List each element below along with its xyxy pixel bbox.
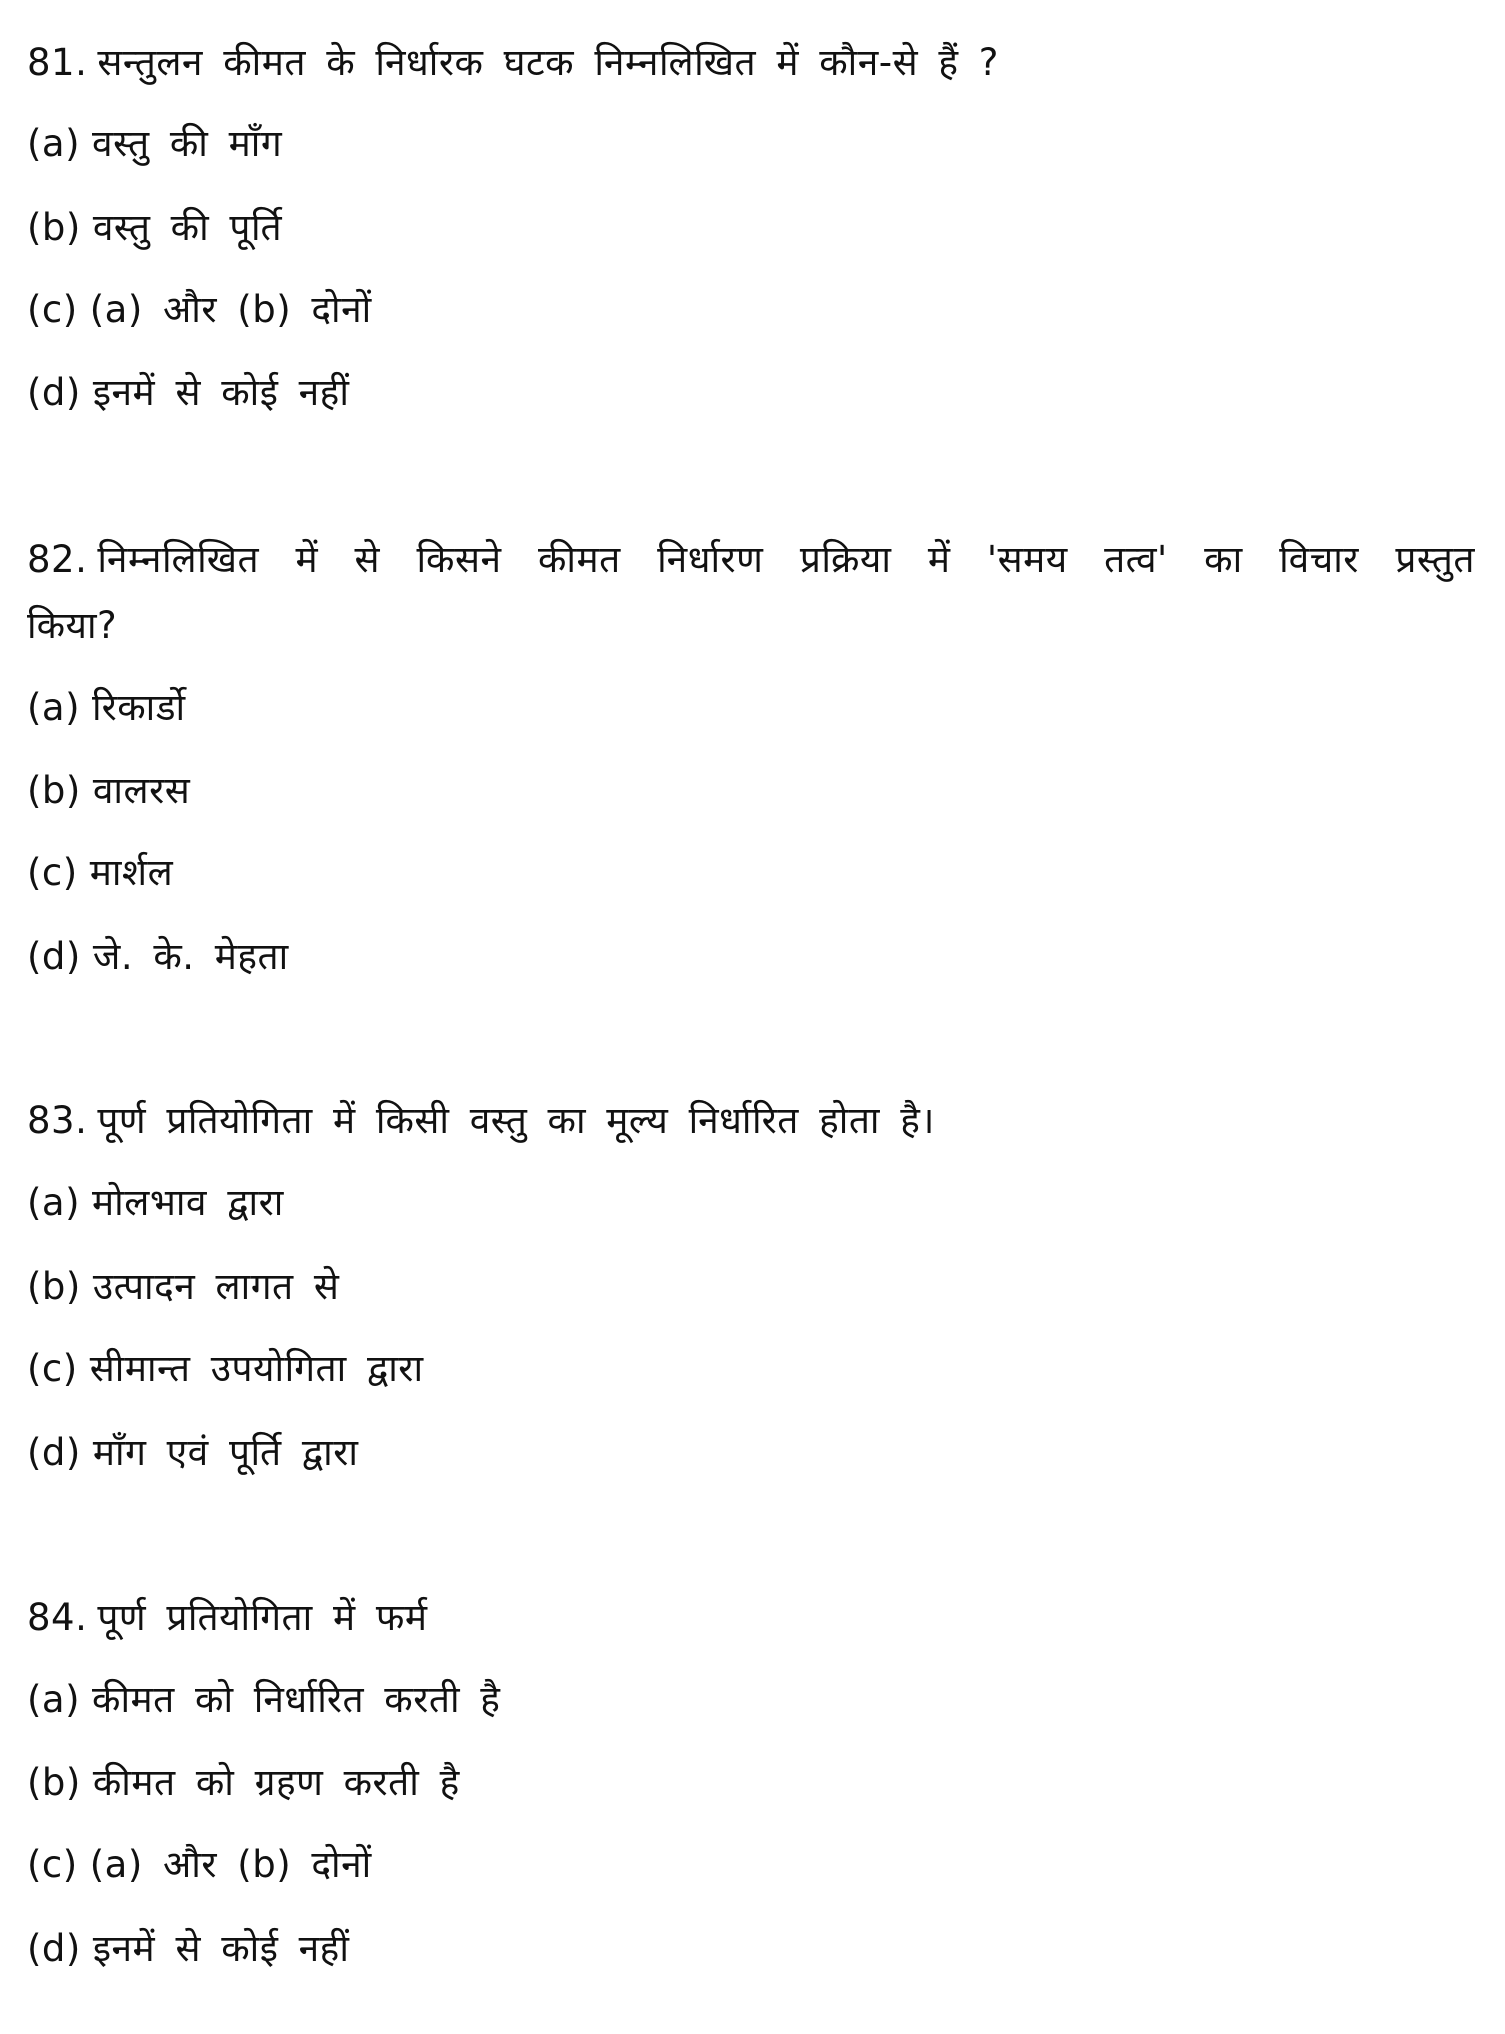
option-label: (c) — [27, 1347, 78, 1390]
option-c — [27, 843, 173, 903]
option-label: (a) — [27, 1678, 81, 1721]
option-text: वस्तु की माँग — [92, 122, 283, 165]
option-text: वस्तु की पूर्ति — [92, 206, 283, 249]
option-text: (a) और (b) दोनों — [89, 1843, 372, 1886]
question-stem — [27, 1588, 428, 1648]
option-label: (d) — [27, 1927, 81, 1970]
option-a — [27, 1670, 500, 1730]
option-a — [27, 1173, 284, 1233]
option-d — [27, 1423, 358, 1483]
option-label: (c) — [27, 851, 78, 894]
option-d — [27, 363, 349, 423]
option-b — [27, 1753, 460, 1813]
option-label: (a) — [27, 1181, 81, 1224]
question-stem — [27, 1091, 935, 1151]
question-text: पूर्ण प्रतियोगिता में किसी वस्तु का मूल्य निर्धारित होता है। — [97, 1099, 935, 1142]
option-c — [27, 280, 372, 340]
option-a — [27, 678, 186, 738]
question-stem — [27, 530, 1475, 590]
option-label: (a) — [27, 122, 81, 165]
option-b — [27, 761, 190, 821]
option-label: (d) — [27, 1431, 81, 1474]
option-label: (d) — [27, 371, 81, 414]
option-text: जे. के. मेहता — [92, 935, 289, 978]
question-number: 83. — [27, 1099, 88, 1142]
option-text: इनमें से कोई नहीं — [92, 1927, 350, 1970]
option-label: (b) — [27, 1265, 81, 1308]
option-text: सीमान्त उपयोगिता द्वारा — [89, 1347, 424, 1390]
option-label: (c) — [27, 1843, 78, 1886]
option-b — [27, 198, 282, 258]
option-label: (c) — [27, 288, 78, 331]
question-text: सन्तुलन कीमत के निर्धारक घटक निम्नलिखित में कौन-से हैं ? — [97, 41, 999, 84]
option-a — [27, 114, 282, 174]
option-c — [27, 1835, 372, 1895]
option-text: मोलभाव द्वारा — [92, 1181, 284, 1224]
option-text: इनमें से कोई नहीं — [92, 371, 350, 414]
question-stem — [27, 33, 999, 93]
option-label: (b) — [27, 769, 81, 812]
question-stem-continued — [27, 596, 117, 656]
option-text: कीमत को निर्धारित करती है — [92, 1678, 501, 1721]
question-number: 81. — [27, 41, 88, 84]
option-label: (b) — [27, 206, 81, 249]
option-label: (a) — [27, 686, 81, 729]
option-text: कीमत को ग्रहण करती है — [92, 1761, 460, 1804]
option-text: (a) और (b) दोनों — [89, 288, 372, 331]
option-text: उत्पादन लागत से — [92, 1265, 340, 1308]
option-label: (d) — [27, 935, 81, 978]
option-label: (b) — [27, 1761, 81, 1804]
option-text: रिकार्डो — [92, 686, 186, 729]
option-d — [27, 927, 289, 987]
option-d — [27, 1919, 349, 1979]
question-text: पूर्ण प्रतियोगिता में फर्म — [97, 1596, 428, 1639]
option-text: वालरस — [92, 769, 191, 812]
question-number: 84. — [27, 1596, 88, 1639]
option-b — [27, 1257, 339, 1317]
option-text: माँग एवं पूर्ति द्वारा — [92, 1431, 359, 1474]
question-number: 82. — [27, 538, 88, 581]
option-c — [27, 1339, 424, 1399]
option-text: मार्शल — [89, 851, 174, 894]
question-text-cont: किया? — [27, 604, 118, 647]
question-text: निम्नलिखित में से किसने कीमत निर्धारण प्रक्रिया में 'समय तत्व' का विचार प्रस्तुत — [97, 538, 1475, 581]
